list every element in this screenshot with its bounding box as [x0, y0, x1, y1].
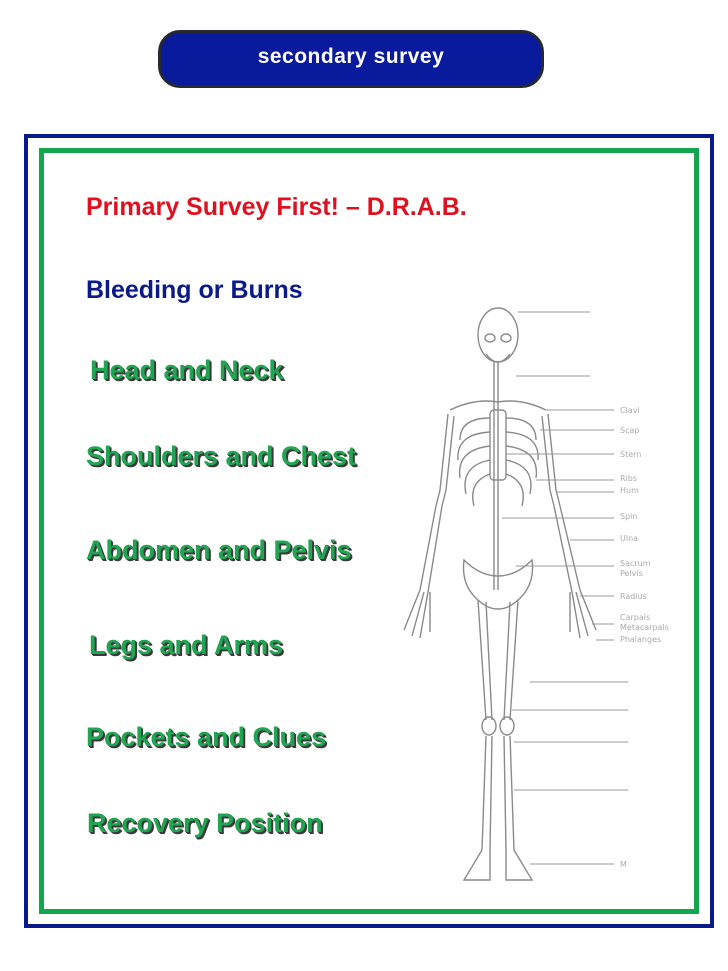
label-ulna: Ulna	[620, 534, 639, 543]
step-shoulders-and-chest: Shoulders and Chest	[86, 441, 357, 471]
label-sacrum: Sacrum	[620, 559, 651, 568]
label-m: M	[620, 860, 627, 869]
label-ribs: Ribs	[620, 474, 638, 483]
step-pockets-and-clues: Pockets and Clues	[86, 722, 327, 752]
label-radius: Radius	[620, 592, 647, 601]
label-phalanges: Phalanges	[620, 635, 662, 644]
label-pelvis: Pelvis	[620, 569, 643, 578]
label-carpals: Carpals	[620, 613, 651, 622]
title-text: secondary survey	[257, 45, 445, 68]
step-head-and-neck: Head and Neck	[90, 355, 284, 385]
title-banner	[158, 30, 544, 88]
step-recovery-position: Recovery Position	[87, 808, 323, 838]
label-sternum: Stern	[620, 450, 642, 459]
label-scapula: Scap	[620, 426, 640, 435]
primary-survey-heading: Primary Survey First! – D.R.A.B.	[86, 193, 467, 221]
label-metacarpals: Metacarpals	[620, 623, 669, 632]
step-legs-and-arms: Legs and Arms	[89, 630, 284, 660]
bleeding-heading: Bleeding or Burns	[86, 276, 303, 304]
label-spine: Spin	[620, 512, 638, 521]
label-clavicle: Clavi	[620, 406, 640, 415]
label-humerus: Hum	[620, 486, 639, 495]
step-abdomen-and-pelvis: Abdomen and Pelvis	[86, 535, 352, 565]
skeleton-diagram	[390, 290, 669, 890]
